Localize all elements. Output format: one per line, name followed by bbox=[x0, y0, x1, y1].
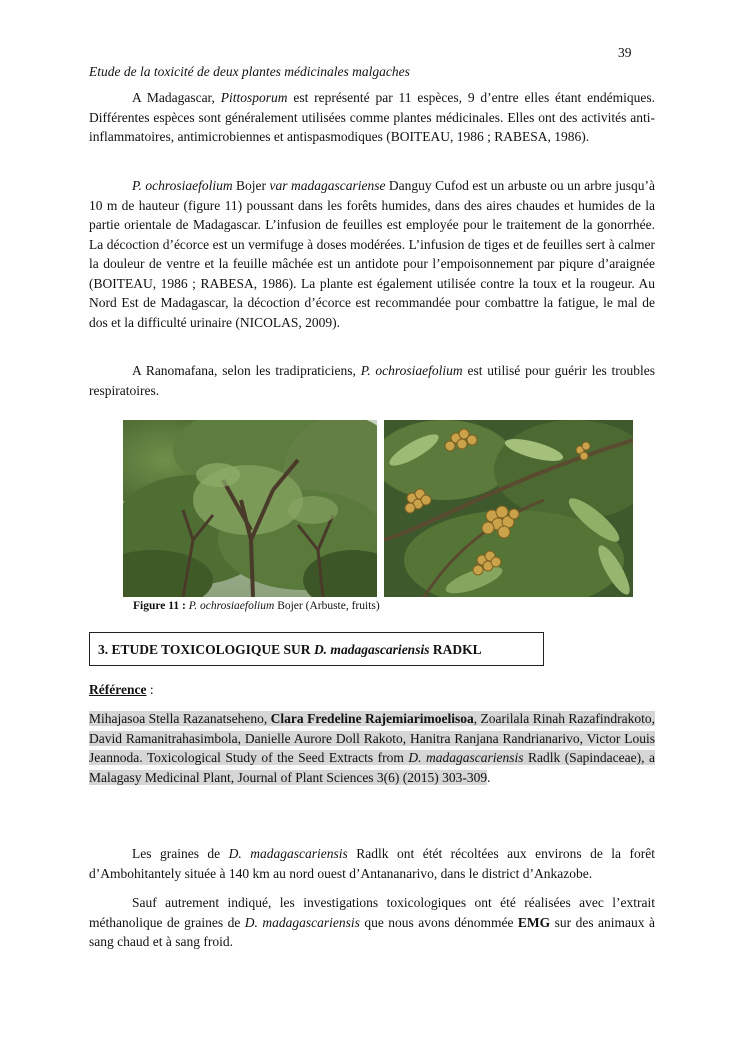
reference-label: Référence : bbox=[89, 682, 154, 697]
species-name: P. ochrosiaefolium bbox=[360, 363, 463, 378]
genus-name: Pittosporum bbox=[220, 90, 288, 105]
paragraph-ranomafana: A Ranomafana, selon les tradipraticiens, P. ochrosiaefolium est utilisé pour guérir les troubles respiratoires. bbox=[89, 363, 655, 398]
reference-citation: Mihajasoa Stella Razanatseheno, Clara Fredeline Rajemiarimoelisoa, Zoarilala Rinah Razafindrakoto, David Ramanitrahasimbola, Danielle Aurore Doll Rakoto, Hanitra Ranjana Randrianarivo, Victor Louis Jeannoda. Toxicological Study of the Seed Extracts from D. madagascariensis Radlk (Sapindaceae), a Malagasy Medicinal Plant, Journal of Plant Sciences 3(6) (2015) 303-309. bbox=[89, 711, 656, 785]
paragraph-methanolic-extract: Sauf autrement indiqué, les investigations toxicologiques ont été réalisées avec l’extrait méthanolique de graines de D. madagascariensis que nous avons dénommée EMG sur des animaux à sang chaud et à sang froid. bbox=[89, 895, 655, 949]
highlighted-author: Clara Fredeline Rajemiarimoelisoa bbox=[270, 711, 474, 726]
page-number: 39 bbox=[618, 45, 632, 60]
species-name: D. madagascariensis bbox=[313, 642, 430, 657]
species-name: D. madagascariensis bbox=[228, 846, 348, 861]
extract-abbreviation: EMG bbox=[517, 914, 551, 930]
section-heading: 3. ETUDE TOXICOLOGIQUE SUR D. madagascariensis RADKL bbox=[89, 632, 544, 666]
species-name: P. ochrosiaefolium bbox=[132, 178, 233, 193]
species-name: D. madagascariensis bbox=[244, 914, 360, 930]
paragraph-ochrosiaefolium: P. ochrosiaefolium Bojer var madagascariense Danguy Cufod est un arbuste ou un arbre jusqu’à 10 m de hauteur (figure 11) poussant dans les forêts humides, dans des aires chaudes et humides de la partie orientale de Madagascar. L’infusion de feuilles est employée pour le traitement de la gonorrhée. La décoction d’écorce est un vermifuge à doses modérées. L’infusion de tiges et de feuilles sert à calmer la douleur de ventre et la feuille mâchée est un antidote pour l’empoisonnement par piqure d’araignée (BOITEAU, 1986 ; RABESA, 1986). La plante est également utilisée contre la toux et la rougeur. Au Nord Est de Madagascar, la décoction d’écorce est recommandée pour combattre la fatigue, le mal de dos et la difficulté urinaire (NICOLAS, 2009). bbox=[89, 178, 656, 330]
paragraph-pittosporum: A Madagascar, Pittosporum est représenté par 11 espèces, 9 d’entre elles étant endémiques. Différentes espèces sont généralement utilisées comme plantes médicinales. Elles ont des activités anti-inflammatoires, antimicrobiennes et antispasmodiques (BOITEAU, 1986 ; RABESA, 1986). bbox=[89, 90, 655, 144]
shrub-photo bbox=[123, 420, 377, 597]
paragraph-seed-collection: Les graines de D. madagascariensis Radlk ont étét récoltées aux environs de la forêt d’Ambohitantely située à 140 km au nord ouest d’Antananarivo, dans le district d’Ankazobe. bbox=[89, 846, 656, 881]
variety-name: var madagascariense bbox=[269, 178, 386, 193]
figure-caption: Figure 11 : P. ochrosiaefolium Bojer (Arbuste, fruits) bbox=[133, 600, 380, 612]
fruits-photo bbox=[384, 420, 633, 597]
running-header: Etude de la toxicité de deux plantes médicinales malgaches bbox=[89, 64, 410, 79]
figure-11-photos bbox=[123, 420, 633, 597]
